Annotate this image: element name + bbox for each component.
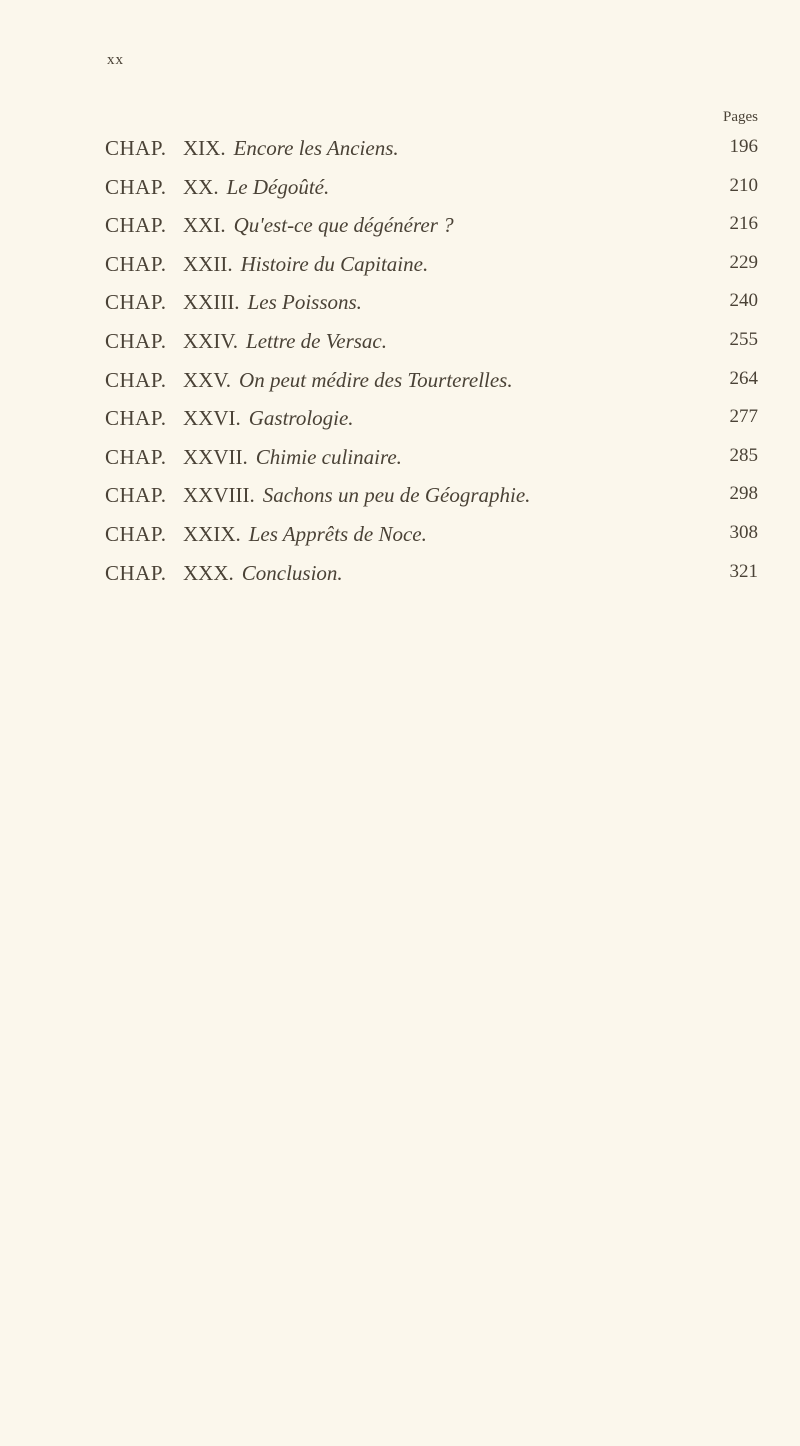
toc-entry	[105, 522, 770, 552]
chapter-numeral: XXV.	[183, 367, 232, 392]
chapter-label: CHAP.	[105, 290, 167, 315]
page-folio: xx	[107, 52, 124, 68]
toc-entry	[105, 368, 770, 398]
toc-entry	[105, 252, 770, 282]
page-number: 298	[729, 483, 758, 505]
page-number: 285	[729, 444, 758, 466]
page-number: 308	[729, 522, 758, 543]
chapter-title: Qu'est-ce que dégénérer ?	[233, 213, 454, 238]
chapter-numeral: XXIII.	[183, 290, 240, 315]
page-number: 229	[729, 251, 758, 273]
chapter-title: Encore les Anciens.	[233, 136, 399, 160]
chapter-numeral: XXX.	[183, 560, 234, 585]
chapter-title: On peut médire des Tourterelles.	[239, 367, 513, 392]
chapter-numeral: XXVI.	[183, 406, 241, 431]
chapter-label: CHAP.	[105, 136, 167, 160]
chapter-label: CHAP.	[105, 560, 167, 585]
chapter-label: CHAP.	[105, 329, 167, 353]
toc-entry	[105, 290, 770, 320]
page-number: 240	[729, 290, 758, 312]
chapter-numeral: XXIV.	[183, 329, 239, 353]
chapter-label: CHAP.	[105, 444, 167, 469]
toc-entry	[105, 175, 770, 205]
chapter-label: CHAP.	[105, 406, 167, 431]
page-number: 264	[729, 367, 758, 389]
page-number: 321	[729, 560, 758, 582]
pages-column-heading: Pages	[723, 109, 758, 125]
chapter-label: CHAP.	[105, 483, 167, 508]
toc-entry	[105, 213, 770, 243]
page-number: 277	[729, 406, 758, 428]
chapter-numeral: XXVII.	[183, 444, 248, 469]
toc-entry	[105, 445, 770, 475]
toc-entry	[105, 136, 770, 166]
toc-entry	[105, 561, 770, 591]
toc-entry	[105, 406, 770, 436]
chapter-numeral: XXII.	[183, 251, 233, 276]
chapter-label: CHAP.	[105, 251, 167, 276]
toc-entry	[105, 483, 770, 513]
chapter-title: Conclusion.	[241, 560, 343, 585]
chapter-title: Gastrologie.	[248, 406, 354, 431]
chapter-numeral: XXI.	[183, 213, 226, 238]
chapter-title: Sachons un peu de Géographie.	[262, 483, 531, 508]
page-number: 210	[729, 174, 758, 196]
chapter-label: CHAP.	[105, 174, 167, 199]
chapter-title: Les Apprêts de Noce.	[248, 522, 427, 546]
page-number: 196	[729, 136, 758, 157]
chapter-numeral: XXVIII.	[183, 483, 255, 508]
chapter-title: Les Poissons.	[247, 290, 362, 315]
page-number: 255	[729, 329, 758, 350]
chapter-label: CHAP.	[105, 522, 167, 546]
chapter-label: CHAP.	[105, 213, 167, 238]
page-number: 216	[729, 213, 758, 235]
chapter-title: Lettre de Versac.	[246, 329, 387, 353]
toc-entry	[105, 329, 770, 359]
chapter-title: Histoire du Capitaine.	[240, 251, 429, 276]
chapter-title: Le Dégoûté.	[226, 174, 330, 199]
chapter-numeral: XXIX.	[183, 522, 241, 546]
chapter-label: CHAP.	[105, 367, 167, 392]
chapter-numeral: XIX.	[183, 136, 226, 160]
chapter-title: Chimie culinaire.	[255, 444, 402, 469]
chapter-numeral: XX.	[183, 174, 219, 199]
